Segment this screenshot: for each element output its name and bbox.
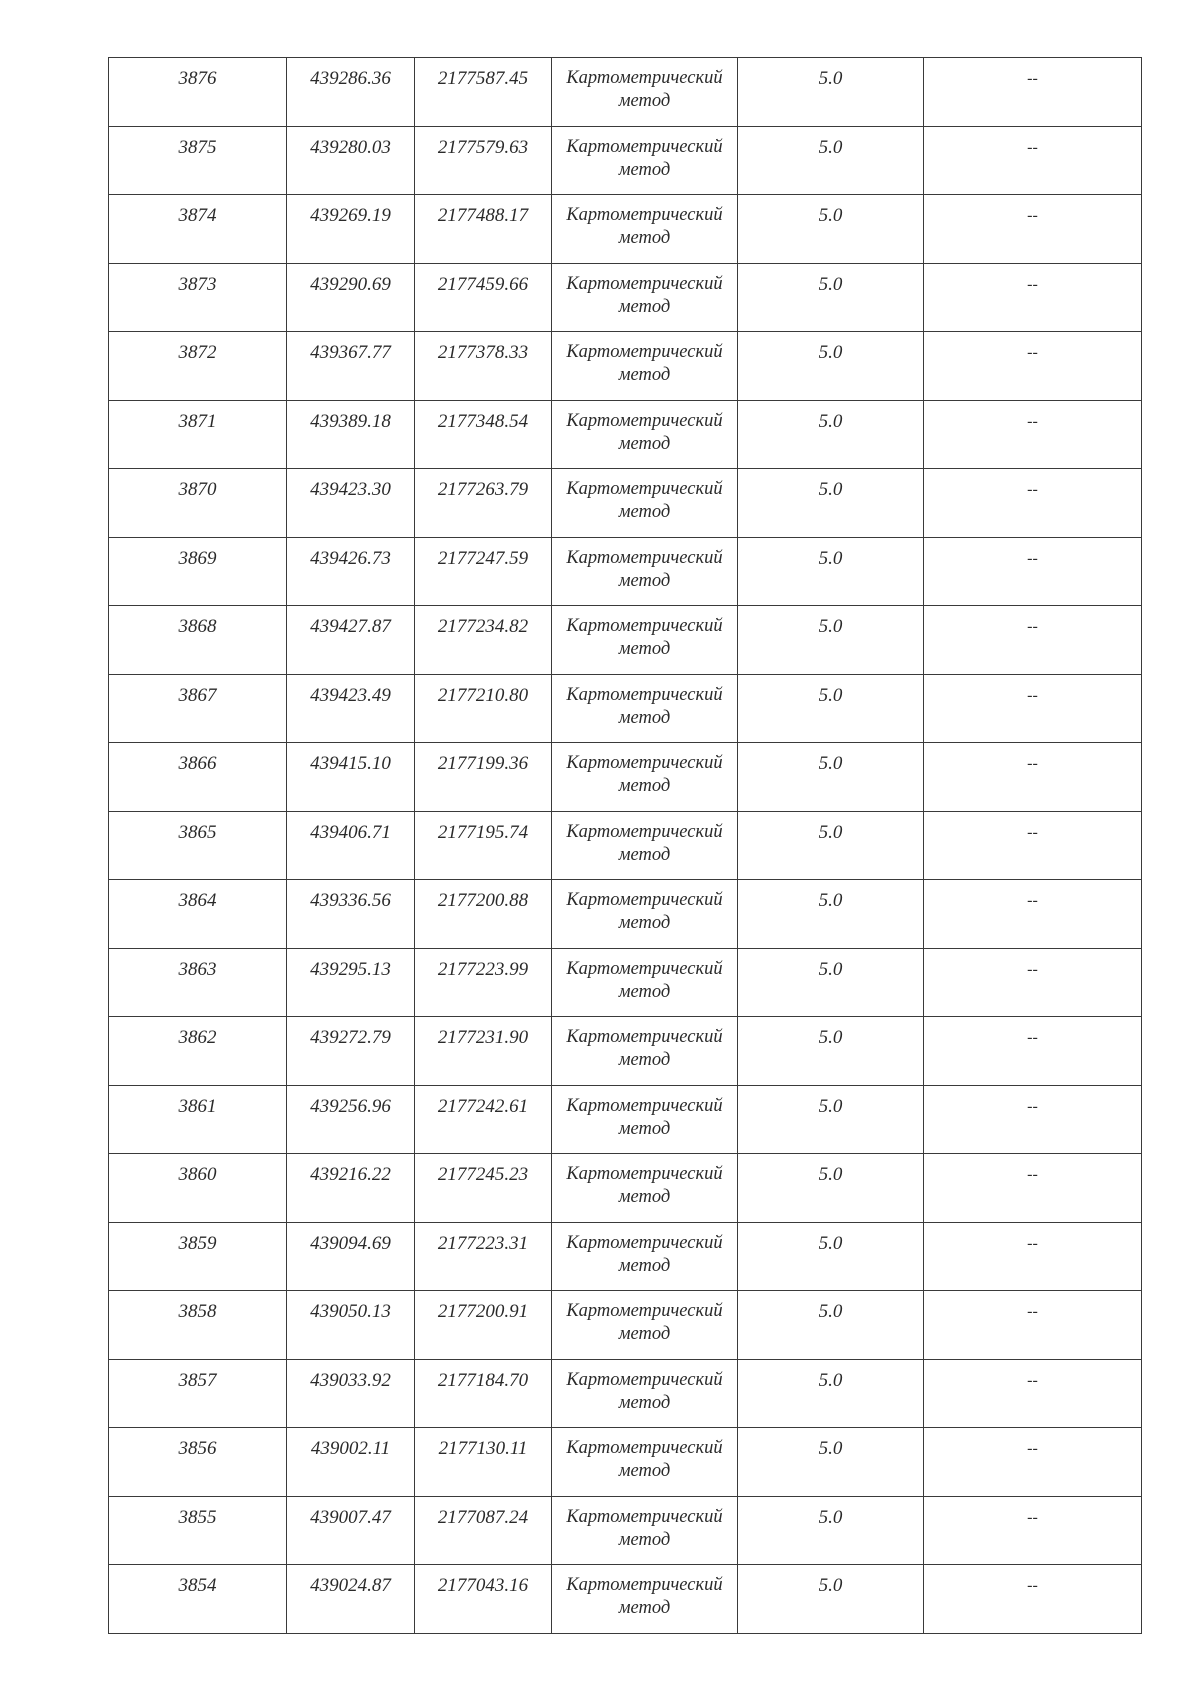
- table-row: [109, 1291, 1142, 1360]
- point-number-cell: 3861: [109, 1085, 287, 1154]
- coordinate-x-cell: 439290.69: [287, 263, 415, 332]
- table-row: [109, 469, 1142, 538]
- table-row: [109, 743, 1142, 812]
- coordinate-x-cell: 439033.92: [287, 1359, 415, 1428]
- coordinate-x-cell: 439336.56: [287, 880, 415, 949]
- coordinate-y-cell: 2177263.79: [415, 469, 552, 538]
- point-number-cell: 3859: [109, 1222, 287, 1291]
- note-cell: --: [924, 1496, 1142, 1565]
- accuracy-cell: 5.0: [738, 469, 924, 538]
- note-cell: --: [924, 469, 1142, 538]
- coordinate-x-cell: 439007.47: [287, 1496, 415, 1565]
- table-row: [109, 880, 1142, 949]
- coordinate-x-cell: 439272.79: [287, 1017, 415, 1086]
- note-cell: --: [924, 537, 1142, 606]
- method-cell: Картометрический метод: [552, 195, 738, 264]
- method-cell: Картометрический метод: [552, 126, 738, 195]
- table-row: [109, 58, 1142, 127]
- point-number-cell: 3868: [109, 606, 287, 675]
- note-cell: --: [924, 1565, 1142, 1634]
- point-number-cell: 3855: [109, 1496, 287, 1565]
- coordinate-x-cell: 439094.69: [287, 1222, 415, 1291]
- coordinate-x-cell: 439426.73: [287, 537, 415, 606]
- note-cell: --: [924, 263, 1142, 332]
- coordinate-y-cell: 2177200.91: [415, 1291, 552, 1360]
- point-number-cell: 3871: [109, 400, 287, 469]
- coordinate-y-cell: 2177195.74: [415, 811, 552, 880]
- point-number-cell: 3860: [109, 1154, 287, 1223]
- note-cell: --: [924, 606, 1142, 675]
- note-cell: --: [924, 195, 1142, 264]
- method-cell: Картометрический метод: [552, 537, 738, 606]
- point-number-cell: 3856: [109, 1428, 287, 1497]
- note-cell: --: [924, 1222, 1142, 1291]
- method-cell: Картометрический метод: [552, 400, 738, 469]
- note-cell: --: [924, 58, 1142, 127]
- accuracy-cell: 5.0: [738, 1496, 924, 1565]
- table-row: [109, 1154, 1142, 1223]
- note-cell: --: [924, 1359, 1142, 1428]
- coordinate-y-cell: 2177378.33: [415, 332, 552, 401]
- coordinate-y-cell: 2177488.17: [415, 195, 552, 264]
- coordinate-y-cell: 2177199.36: [415, 743, 552, 812]
- coordinate-x-cell: 439216.22: [287, 1154, 415, 1223]
- coordinate-y-cell: 2177245.23: [415, 1154, 552, 1223]
- table-row: [109, 126, 1142, 195]
- accuracy-cell: 5.0: [738, 1428, 924, 1497]
- point-number-cell: 3862: [109, 1017, 287, 1086]
- method-cell: Картометрический метод: [552, 1428, 738, 1497]
- method-cell: Картометрический метод: [552, 332, 738, 401]
- note-cell: --: [924, 126, 1142, 195]
- accuracy-cell: 5.0: [738, 1085, 924, 1154]
- coordinate-y-cell: 2177184.70: [415, 1359, 552, 1428]
- method-cell: Картометрический метод: [552, 674, 738, 743]
- coordinate-y-cell: 2177234.82: [415, 606, 552, 675]
- coordinate-x-cell: 439389.18: [287, 400, 415, 469]
- point-number-cell: 3874: [109, 195, 287, 264]
- table-row: [109, 400, 1142, 469]
- coordinate-x-cell: 439256.96: [287, 1085, 415, 1154]
- accuracy-cell: 5.0: [738, 58, 924, 127]
- accuracy-cell: 5.0: [738, 606, 924, 675]
- table-row: [109, 606, 1142, 675]
- coordinate-x-cell: 439269.19: [287, 195, 415, 264]
- accuracy-cell: 5.0: [738, 1359, 924, 1428]
- point-number-cell: 3870: [109, 469, 287, 538]
- coordinate-y-cell: 2177242.61: [415, 1085, 552, 1154]
- accuracy-cell: 5.0: [738, 1222, 924, 1291]
- note-cell: --: [924, 1017, 1142, 1086]
- note-cell: --: [924, 332, 1142, 401]
- method-cell: Картометрический метод: [552, 1017, 738, 1086]
- accuracy-cell: 5.0: [738, 743, 924, 812]
- accuracy-cell: 5.0: [738, 400, 924, 469]
- accuracy-cell: 5.0: [738, 674, 924, 743]
- note-cell: --: [924, 880, 1142, 949]
- table-row: [109, 263, 1142, 332]
- table-row: [109, 1017, 1142, 1086]
- point-number-cell: 3864: [109, 880, 287, 949]
- accuracy-cell: 5.0: [738, 263, 924, 332]
- coordinate-x-cell: 439415.10: [287, 743, 415, 812]
- point-number-cell: 3872: [109, 332, 287, 401]
- coordinate-x-cell: 439050.13: [287, 1291, 415, 1360]
- method-cell: Картометрический метод: [552, 811, 738, 880]
- note-cell: --: [924, 1428, 1142, 1497]
- note-cell: --: [924, 1291, 1142, 1360]
- coordinate-y-cell: 2177210.80: [415, 674, 552, 743]
- point-number-cell: 3876: [109, 58, 287, 127]
- note-cell: --: [924, 1154, 1142, 1223]
- coordinate-y-cell: 2177459.66: [415, 263, 552, 332]
- table-row: [109, 195, 1142, 264]
- method-cell: Картометрический метод: [552, 1085, 738, 1154]
- coordinate-x-cell: 439024.87: [287, 1565, 415, 1634]
- note-cell: --: [924, 674, 1142, 743]
- coordinate-y-cell: 2177130.11: [415, 1428, 552, 1497]
- method-cell: Картометрический метод: [552, 880, 738, 949]
- coordinate-x-cell: 439423.49: [287, 674, 415, 743]
- method-cell: Картометрический метод: [552, 1291, 738, 1360]
- note-cell: --: [924, 400, 1142, 469]
- point-number-cell: 3866: [109, 743, 287, 812]
- table-row: [109, 1565, 1142, 1634]
- accuracy-cell: 5.0: [738, 537, 924, 606]
- coordinate-y-cell: 2177247.59: [415, 537, 552, 606]
- accuracy-cell: 5.0: [738, 1291, 924, 1360]
- accuracy-cell: 5.0: [738, 1565, 924, 1634]
- accuracy-cell: 5.0: [738, 126, 924, 195]
- note-cell: --: [924, 1085, 1142, 1154]
- method-cell: Картометрический метод: [552, 1496, 738, 1565]
- coordinate-y-cell: 2177348.54: [415, 400, 552, 469]
- coordinate-x-cell: 439280.03: [287, 126, 415, 195]
- coordinate-x-cell: 439406.71: [287, 811, 415, 880]
- method-cell: Картометрический метод: [552, 1359, 738, 1428]
- table-row: [109, 811, 1142, 880]
- point-number-cell: 3854: [109, 1565, 287, 1634]
- accuracy-cell: 5.0: [738, 948, 924, 1017]
- accuracy-cell: 5.0: [738, 811, 924, 880]
- point-number-cell: 3867: [109, 674, 287, 743]
- method-cell: Картометрический метод: [552, 1222, 738, 1291]
- coordinate-y-cell: 2177579.63: [415, 126, 552, 195]
- table-row: [109, 332, 1142, 401]
- method-cell: Картометрический метод: [552, 469, 738, 538]
- coordinates-table: [108, 57, 1142, 1634]
- accuracy-cell: 5.0: [738, 880, 924, 949]
- table-row: [109, 674, 1142, 743]
- accuracy-cell: 5.0: [738, 332, 924, 401]
- table-row: [109, 1496, 1142, 1565]
- point-number-cell: 3865: [109, 811, 287, 880]
- point-number-cell: 3863: [109, 948, 287, 1017]
- coordinate-x-cell: 439295.13: [287, 948, 415, 1017]
- coordinate-y-cell: 2177223.99: [415, 948, 552, 1017]
- accuracy-cell: 5.0: [738, 1017, 924, 1086]
- table-row: [109, 1085, 1142, 1154]
- coordinate-y-cell: 2177231.90: [415, 1017, 552, 1086]
- table-row: [109, 948, 1142, 1017]
- coordinate-x-cell: 439286.36: [287, 58, 415, 127]
- note-cell: --: [924, 948, 1142, 1017]
- coordinate-x-cell: 439002.11: [287, 1428, 415, 1497]
- coordinate-y-cell: 2177200.88: [415, 880, 552, 949]
- method-cell: Картометрический метод: [552, 58, 738, 127]
- point-number-cell: 3875: [109, 126, 287, 195]
- coordinate-x-cell: 439423.30: [287, 469, 415, 538]
- coordinate-x-cell: 439427.87: [287, 606, 415, 675]
- note-cell: --: [924, 811, 1142, 880]
- table-row: [109, 1359, 1142, 1428]
- method-cell: Картометрический метод: [552, 1565, 738, 1634]
- table-row: [109, 1428, 1142, 1497]
- method-cell: Картометрический метод: [552, 1154, 738, 1223]
- method-cell: Картометрический метод: [552, 606, 738, 675]
- point-number-cell: 3873: [109, 263, 287, 332]
- method-cell: Картометрический метод: [552, 743, 738, 812]
- table-row: [109, 1222, 1142, 1291]
- coordinate-y-cell: 2177223.31: [415, 1222, 552, 1291]
- table-row: [109, 537, 1142, 606]
- method-cell: Картометрический метод: [552, 948, 738, 1017]
- accuracy-cell: 5.0: [738, 1154, 924, 1223]
- coordinate-y-cell: 2177043.16: [415, 1565, 552, 1634]
- accuracy-cell: 5.0: [738, 195, 924, 264]
- note-cell: --: [924, 743, 1142, 812]
- point-number-cell: 3869: [109, 537, 287, 606]
- method-cell: Картометрический метод: [552, 263, 738, 332]
- coordinate-x-cell: 439367.77: [287, 332, 415, 401]
- coordinate-y-cell: 2177587.45: [415, 58, 552, 127]
- point-number-cell: 3857: [109, 1359, 287, 1428]
- coordinates-table-body: [109, 58, 1142, 1634]
- point-number-cell: 3858: [109, 1291, 287, 1360]
- coordinate-y-cell: 2177087.24: [415, 1496, 552, 1565]
